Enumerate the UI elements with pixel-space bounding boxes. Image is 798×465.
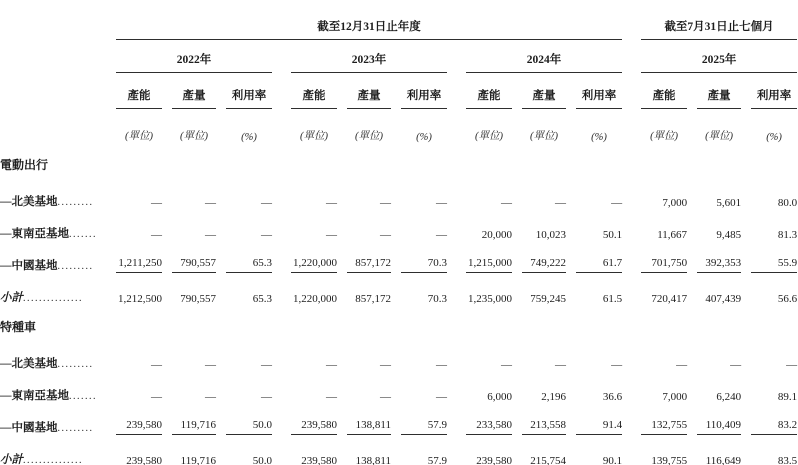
table-row bbox=[0, 435, 797, 465]
value-cell: 83.2 bbox=[741, 403, 797, 435]
value-cell: 215,754 bbox=[530, 455, 566, 465]
year-2022-header: 2022年 bbox=[106, 40, 272, 73]
value-cell: 1,211,250 bbox=[106, 241, 162, 273]
value-cell: 132,755 bbox=[631, 403, 687, 435]
year-2023-header: 2023年 bbox=[281, 40, 447, 73]
table-row bbox=[0, 403, 797, 435]
value-cell: 720,417 bbox=[651, 293, 688, 305]
value-cell: 89.1 bbox=[777, 391, 798, 403]
unit-label: (單位) bbox=[355, 131, 383, 142]
row-label: —北美基地......... bbox=[0, 358, 94, 370]
value-cell: 36.6 bbox=[602, 391, 623, 403]
value-cell: 1,235,000 bbox=[468, 293, 512, 305]
column-gap bbox=[622, 109, 631, 143]
unit-label: (%) bbox=[766, 132, 782, 143]
value-cell: 790,557 bbox=[162, 241, 216, 273]
value-cell: — bbox=[151, 391, 162, 403]
year-2024-header: 2024年 bbox=[456, 40, 622, 73]
value-cell: — bbox=[436, 359, 447, 371]
value-cell: 57.9 bbox=[391, 403, 447, 435]
value-cell: — bbox=[501, 197, 512, 209]
column-gap bbox=[447, 40, 456, 73]
column-gap bbox=[622, 339, 631, 371]
value-cell: 61.5 bbox=[602, 293, 623, 305]
value-cell: — bbox=[786, 359, 798, 371]
unit-label: (單位) bbox=[475, 131, 503, 142]
column-gap bbox=[447, 177, 456, 209]
table-body bbox=[0, 143, 797, 465]
value-cell: 116,649 bbox=[705, 455, 742, 465]
dot-leader: ....... bbox=[69, 229, 97, 240]
column-gap bbox=[447, 209, 456, 241]
value-cell: 5,601 bbox=[716, 197, 742, 209]
column-gap bbox=[272, 73, 281, 109]
output-header: 產量 bbox=[687, 73, 741, 109]
column-gap bbox=[622, 403, 631, 435]
metric-header-row bbox=[0, 73, 797, 109]
column-gap bbox=[447, 435, 456, 465]
dot-leader: ......... bbox=[57, 261, 94, 272]
table-row bbox=[0, 371, 797, 403]
unit-label: (%) bbox=[416, 132, 432, 143]
value-cell: 9,485 bbox=[716, 229, 742, 241]
value-cell: 239,580 bbox=[281, 403, 337, 435]
utilization-header: 利用率 bbox=[216, 73, 272, 109]
capacity-header: 產能 bbox=[631, 73, 687, 109]
value-cell: 91.4 bbox=[566, 403, 622, 435]
value-cell: — bbox=[205, 359, 216, 371]
column-gap bbox=[447, 339, 456, 371]
period-annual-header bbox=[106, 6, 622, 40]
value-cell: 239,580 bbox=[476, 455, 512, 465]
section-title: 電動出行 bbox=[0, 158, 49, 172]
column-gap bbox=[447, 403, 456, 435]
value-cell: — bbox=[205, 391, 216, 403]
value-cell: — bbox=[611, 197, 623, 209]
value-cell: — bbox=[151, 229, 162, 241]
output-header: 產量 bbox=[512, 73, 566, 109]
section-header-row bbox=[0, 305, 797, 339]
value-cell: 81.3 bbox=[777, 229, 798, 241]
value-cell: 50.0 bbox=[252, 455, 272, 465]
column-gap bbox=[622, 73, 631, 109]
value-cell: 138,811 bbox=[337, 403, 391, 435]
column-gap bbox=[447, 371, 456, 403]
section-header-row bbox=[0, 143, 797, 177]
unit-label: (單位) bbox=[180, 131, 208, 142]
value-cell: — bbox=[555, 197, 566, 209]
value-cell: 6,000 bbox=[487, 391, 512, 403]
value-cell: — bbox=[436, 197, 447, 209]
value-cell: — bbox=[501, 359, 512, 371]
value-cell: — bbox=[380, 391, 391, 403]
column-gap bbox=[272, 209, 281, 241]
value-cell: 119,716 bbox=[180, 455, 216, 465]
value-cell: — bbox=[261, 391, 272, 403]
value-cell: 7,000 bbox=[662, 391, 688, 403]
column-gap bbox=[272, 371, 281, 403]
table-row bbox=[0, 273, 797, 305]
value-cell: — bbox=[326, 391, 337, 403]
value-cell: 701,750 bbox=[631, 241, 687, 273]
value-cell: 90.1 bbox=[602, 455, 623, 465]
dot-leader: ............... bbox=[23, 293, 83, 304]
value-cell: 749,222 bbox=[512, 241, 566, 273]
unit-label: (單位) bbox=[705, 131, 734, 142]
value-cell: 213,558 bbox=[512, 403, 566, 435]
column-gap bbox=[272, 177, 281, 209]
period-annual-label: 截至12月31日止年度 bbox=[116, 18, 622, 40]
row-label: 小計............... bbox=[0, 454, 83, 465]
value-cell: — bbox=[611, 359, 623, 371]
value-cell: — bbox=[205, 229, 216, 241]
row-label: 小計............... bbox=[0, 292, 83, 304]
column-gap bbox=[272, 273, 281, 305]
column-gap bbox=[447, 73, 456, 109]
column-gap bbox=[622, 209, 631, 241]
table-row bbox=[0, 209, 797, 241]
value-cell: — bbox=[555, 359, 566, 371]
production-utilization-table bbox=[0, 6, 797, 465]
value-cell: 857,172 bbox=[337, 241, 391, 273]
value-cell: 239,580 bbox=[106, 403, 162, 435]
period-interim-label: 截至7月31日止七個月 bbox=[641, 18, 797, 40]
value-cell: 56.6 bbox=[777, 293, 798, 305]
value-cell: — bbox=[436, 391, 447, 403]
column-gap bbox=[622, 371, 631, 403]
utilization-header: 利用率 bbox=[391, 73, 447, 109]
dot-leader: ......... bbox=[57, 197, 94, 208]
value-cell: 239,580 bbox=[301, 455, 337, 465]
column-gap bbox=[272, 435, 281, 465]
output-header: 產量 bbox=[337, 73, 391, 109]
value-cell: — bbox=[380, 229, 391, 241]
row-label: —北美基地......... bbox=[0, 196, 94, 208]
unit-label: (單位) bbox=[530, 131, 558, 142]
dot-leader: ......... bbox=[57, 359, 94, 370]
unit-header-row bbox=[0, 109, 797, 143]
value-cell: 55.9 bbox=[741, 241, 797, 273]
value-cell: — bbox=[261, 359, 272, 371]
value-cell: — bbox=[326, 359, 337, 371]
dot-leader: ............... bbox=[23, 455, 83, 465]
value-cell: 233,580 bbox=[456, 403, 512, 435]
column-gap bbox=[622, 177, 631, 209]
column-gap bbox=[447, 273, 456, 305]
column-gap bbox=[447, 241, 456, 273]
value-cell: 7,000 bbox=[662, 197, 688, 209]
value-cell: — bbox=[261, 197, 272, 209]
value-cell: 139,755 bbox=[651, 455, 688, 465]
output-header: 產量 bbox=[162, 73, 216, 109]
capacity-header: 產能 bbox=[106, 73, 162, 109]
value-cell: 6,240 bbox=[716, 391, 742, 403]
utilization-header: 利用率 bbox=[566, 73, 622, 109]
value-cell: — bbox=[261, 229, 272, 241]
value-cell: 790,557 bbox=[180, 293, 216, 305]
value-cell: 10,023 bbox=[535, 229, 566, 241]
unit-label: (單位) bbox=[650, 131, 679, 142]
dot-leader: ....... bbox=[69, 391, 97, 402]
value-cell: — bbox=[380, 197, 391, 209]
value-cell: 407,439 bbox=[705, 293, 742, 305]
value-cell: 11,667 bbox=[657, 229, 688, 241]
unit-label: (%) bbox=[591, 132, 607, 143]
value-cell: — bbox=[326, 229, 337, 241]
column-gap bbox=[272, 339, 281, 371]
table-row bbox=[0, 177, 797, 209]
value-cell: 50.1 bbox=[602, 229, 623, 241]
value-cell: 70.3 bbox=[391, 241, 447, 273]
table-header bbox=[0, 6, 797, 143]
column-gap bbox=[272, 403, 281, 435]
value-cell: 1,220,000 bbox=[281, 241, 337, 273]
value-cell: 20,000 bbox=[481, 229, 512, 241]
value-cell: 50.0 bbox=[216, 403, 272, 435]
column-gap bbox=[447, 109, 456, 143]
capacity-header: 產能 bbox=[281, 73, 337, 109]
value-cell: 1,215,000 bbox=[456, 241, 512, 273]
corner-blank bbox=[0, 6, 106, 40]
value-cell: — bbox=[436, 229, 447, 241]
value-cell: 70.3 bbox=[427, 293, 447, 305]
value-cell: — bbox=[151, 197, 162, 209]
period-interim-header bbox=[631, 6, 797, 40]
value-cell: 110,409 bbox=[687, 403, 741, 435]
row-label: —中國基地......... bbox=[0, 260, 94, 272]
column-gap bbox=[622, 241, 631, 273]
value-cell: — bbox=[151, 359, 162, 371]
value-cell: 1,212,500 bbox=[118, 293, 162, 305]
value-cell: 57.9 bbox=[427, 455, 447, 465]
row-label: —東南亞基地....... bbox=[0, 228, 97, 240]
column-gap bbox=[622, 6, 631, 40]
value-cell: — bbox=[326, 197, 337, 209]
value-cell: 65.3 bbox=[252, 293, 272, 305]
value-cell: — bbox=[676, 359, 688, 371]
value-cell: — bbox=[730, 359, 742, 371]
value-cell: 1,220,000 bbox=[293, 293, 337, 305]
column-gap bbox=[622, 435, 631, 465]
value-cell: 119,716 bbox=[162, 403, 216, 435]
year-2025-header: 2025年 bbox=[631, 40, 797, 73]
column-gap bbox=[622, 273, 631, 305]
value-cell: 759,245 bbox=[530, 293, 566, 305]
column-gap bbox=[272, 109, 281, 143]
utilization-header: 利用率 bbox=[741, 73, 797, 109]
capacity-header: 產能 bbox=[456, 73, 512, 109]
dot-leader: ......... bbox=[57, 423, 94, 434]
value-cell: 61.7 bbox=[566, 241, 622, 273]
value-cell: — bbox=[205, 197, 216, 209]
unit-label: (%) bbox=[241, 132, 257, 143]
value-cell: — bbox=[380, 359, 391, 371]
value-cell: 65.3 bbox=[216, 241, 272, 273]
column-gap bbox=[272, 40, 281, 73]
row-label: —東南亞基地....... bbox=[0, 390, 97, 402]
table-row bbox=[0, 339, 797, 371]
period-header-row bbox=[0, 6, 797, 40]
value-cell: 239,580 bbox=[126, 455, 162, 465]
value-cell: 392,353 bbox=[687, 241, 741, 273]
value-cell: 138,811 bbox=[355, 455, 391, 465]
value-cell: 83.5 bbox=[777, 455, 798, 465]
unit-label: (單位) bbox=[125, 131, 153, 142]
value-cell: 80.0 bbox=[777, 197, 798, 209]
unit-label: (單位) bbox=[300, 131, 328, 142]
table-row bbox=[0, 241, 797, 273]
column-gap bbox=[272, 241, 281, 273]
row-label: —中國基地......... bbox=[0, 422, 94, 434]
year-header-row bbox=[0, 40, 797, 73]
value-cell: 857,172 bbox=[355, 293, 391, 305]
column-gap bbox=[622, 40, 631, 73]
section-title: 特種車 bbox=[0, 320, 37, 334]
value-cell: 2,196 bbox=[541, 391, 566, 403]
